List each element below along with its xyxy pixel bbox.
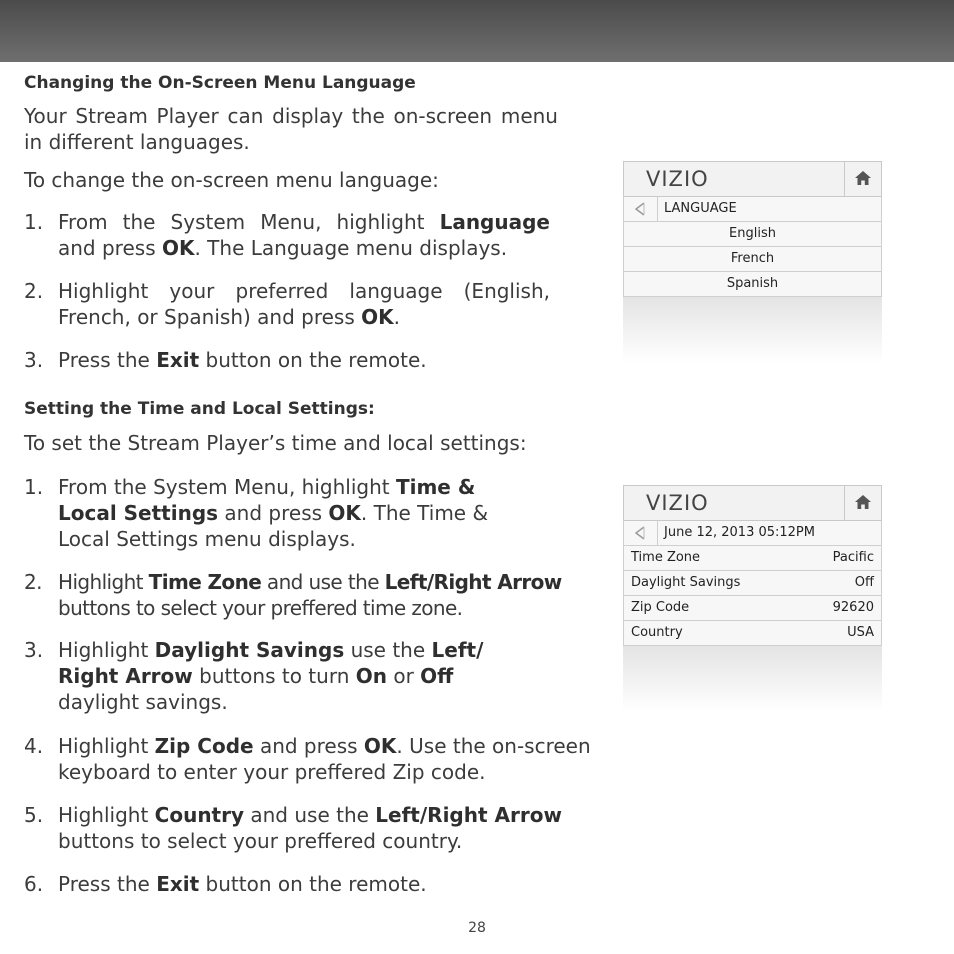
back-arrow-icon[interactable] [624,197,658,221]
back-arrow-icon[interactable] [624,521,658,545]
step-text: Highlight your preferred language (English, French, or Spanish) and press OK. [58,279,550,329]
language-step-1 [24,209,550,261]
step-text: Highlight Time Zone and use the Left/Right Arrow buttons to select your preffered time zone. [58,570,562,620]
tv-menu-title-row [623,197,882,222]
lead-text-time: To set the Stream Player’s time and local settings: [24,431,527,455]
home-icon[interactable] [844,486,881,520]
tv-menu-header [623,161,882,197]
step-number: 2. [24,279,44,303]
setting-value: Pacific [832,550,874,565]
time-step-4 [24,733,664,785]
step-text: Highlight Country and use the Left/Right Arrow buttons to select your preffered country. [58,803,562,853]
time-step-3 [24,637,524,715]
step-number: 3. [24,638,44,662]
tv-menu-datetime: June 12, 2013 05:12PM [664,525,815,540]
header-bar [0,0,954,62]
step-number: 6. [24,872,44,896]
time-step-5 [24,802,604,854]
step-text: Press the Exit button on the remote. [58,872,427,896]
time-step-1 [24,474,524,552]
tv-menu-title: LANGUAGE [664,201,737,216]
step-number: 1. [24,475,44,499]
tv-menu-fade [623,646,882,712]
setting-value: Off [854,575,874,590]
section-heading-time: Setting the Time and Local Settings: [24,399,375,419]
tv-menu-time-local [623,485,882,712]
step-number: 2. [24,570,42,594]
step-text: Press the Exit button on the remote. [58,348,427,372]
page-number: 28 [468,920,486,936]
tv-menu-header [623,485,882,521]
step-text: From the System Menu, highlight Time & Local Settings and press OK. The Time & Local Settings menu displays. [58,475,489,551]
setting-label: Country [631,625,683,640]
tv-menu-fade [623,297,882,363]
setting-value: USA [847,625,874,640]
step-text: Highlight Zip Code and press OK. Use the on-screen keyboard to enter your preffered Zip code. [58,734,591,784]
language-step-3 [24,347,584,373]
setting-value: 92620 [832,600,874,615]
home-icon[interactable] [844,162,881,196]
section-heading-language: Changing the On-Screen Menu Language [24,73,416,93]
step-number: 4. [24,734,44,758]
tv-menu-title-row [623,521,882,546]
time-step-2 [24,569,564,621]
setting-row-daylight-savings[interactable] [623,571,882,596]
step-text: From the System Menu, highlight Language and press OK. The Language menu displays. [58,210,550,260]
step-number: 1. [24,210,44,234]
setting-row-time-zone[interactable] [623,546,882,571]
lead-text-language: To change the on-screen menu language: [24,168,439,192]
step-number: 5. [24,803,44,827]
language-step-2 [24,278,550,330]
setting-label: Zip Code [631,600,690,615]
setting-row-zip-code[interactable] [623,596,882,621]
intro-text: Your Stream Player can display the on-screen menu in different languages. [24,104,558,154]
step-number: 3. [24,348,44,372]
tv-menu-language [623,161,882,363]
language-option-spanish[interactable]: Spanish [623,272,882,297]
vizio-logo: VIZIO [646,491,709,515]
setting-label: Time Zone [631,550,701,565]
vizio-logo: VIZIO [646,167,709,191]
step-text: Highlight Daylight Savings use the Left/ Right Arrow buttons to turn On or Off daylight savings. [58,638,484,714]
time-step-6 [24,871,604,897]
language-option-english[interactable]: English [623,222,882,247]
setting-row-country[interactable] [623,621,882,646]
language-option-french[interactable]: French [623,247,882,272]
setting-label: Daylight Savings [631,575,741,590]
